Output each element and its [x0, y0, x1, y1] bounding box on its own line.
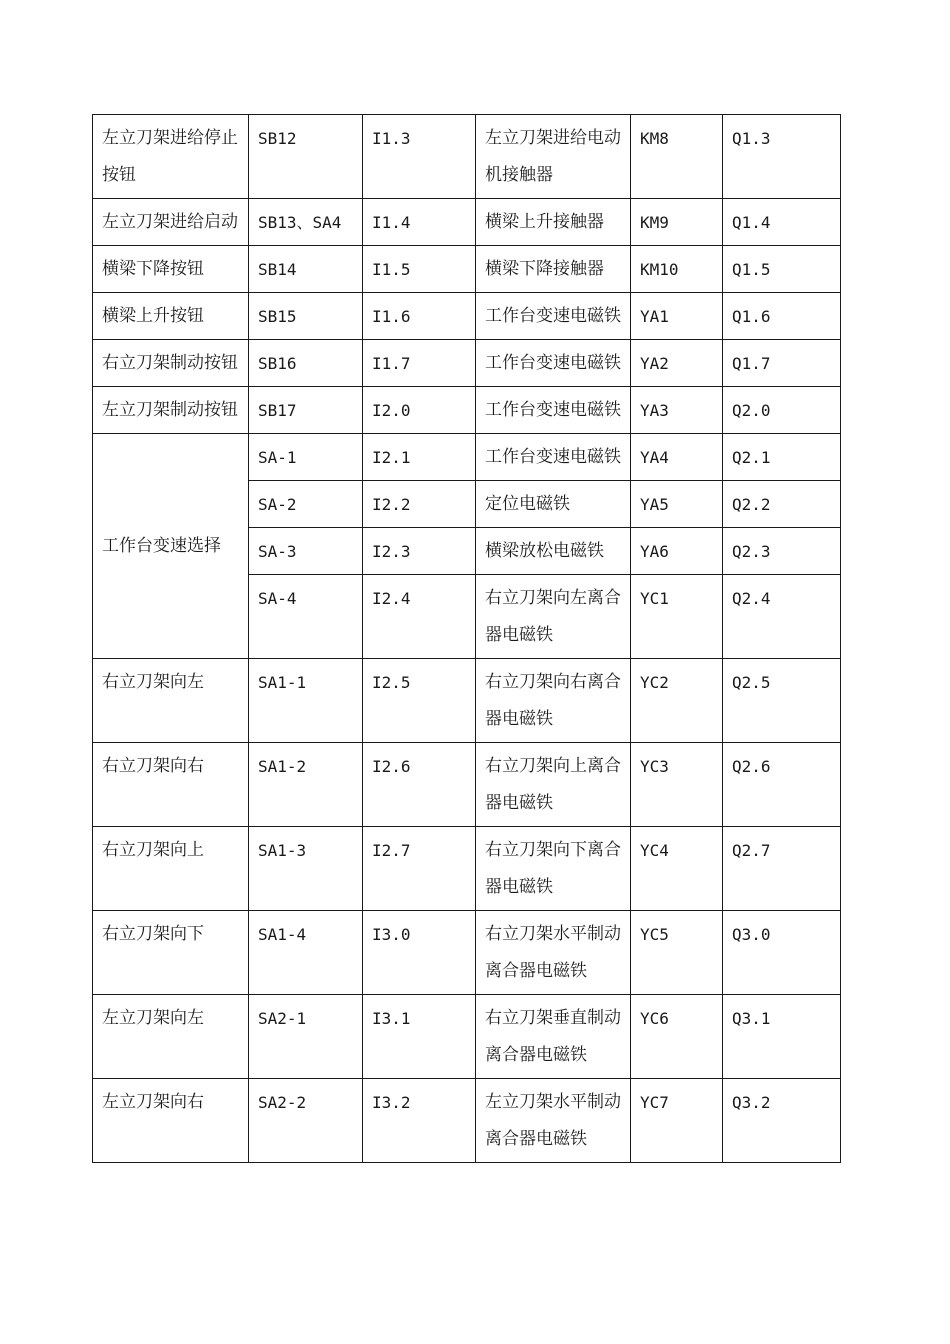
output-address-cell: Q2.2 [723, 481, 841, 528]
output-address-cell: Q2.1 [723, 434, 841, 481]
input-address-cell: I1.3 [363, 115, 476, 199]
output-device-cell: YA4 [631, 434, 723, 481]
input-address-cell: I2.1 [363, 434, 476, 481]
output-address-cell: Q3.0 [723, 911, 841, 995]
table-row [93, 911, 841, 995]
input-device-cell: SB17 [249, 387, 363, 434]
output-function-cell: 工作台变速电磁铁 [476, 434, 631, 481]
input-device-cell: SA1-3 [249, 827, 363, 911]
input-function-cell: 工作台变速选择 [93, 434, 249, 659]
table-row [93, 743, 841, 827]
input-function-cell: 右立刀架向左 [93, 659, 249, 743]
output-device-cell: YC7 [631, 1079, 723, 1163]
table-row [93, 995, 841, 1079]
output-device-cell: YA2 [631, 340, 723, 387]
output-address-cell: Q1.7 [723, 340, 841, 387]
input-device-cell: SB15 [249, 293, 363, 340]
input-address-cell: I2.3 [363, 528, 476, 575]
output-device-cell: YC4 [631, 827, 723, 911]
input-device-cell: SA-4 [249, 575, 363, 659]
table-row [93, 434, 841, 481]
output-function-cell: 工作台变速电磁铁 [476, 387, 631, 434]
output-function-cell: 横梁下降接触器 [476, 246, 631, 293]
input-function-cell: 横梁上升按钮 [93, 293, 249, 340]
input-device-cell: SA1-2 [249, 743, 363, 827]
input-address-cell: I3.2 [363, 1079, 476, 1163]
input-function-cell: 右立刀架制动按钮 [93, 340, 249, 387]
input-address-cell: I2.0 [363, 387, 476, 434]
output-device-cell: KM10 [631, 246, 723, 293]
input-device-cell: SA2-1 [249, 995, 363, 1079]
input-device-cell: SA-1 [249, 434, 363, 481]
output-function-cell: 右立刀架向右离合器电磁铁 [476, 659, 631, 743]
input-device-cell: SA2-2 [249, 1079, 363, 1163]
table-row [93, 1079, 841, 1163]
output-device-cell: YC6 [631, 995, 723, 1079]
input-device-cell: SA-2 [249, 481, 363, 528]
input-address-cell: I1.6 [363, 293, 476, 340]
input-function-cell: 横梁下降按钮 [93, 246, 249, 293]
output-device-cell: YA5 [631, 481, 723, 528]
input-function-cell: 左立刀架进给停止按钮 [93, 115, 249, 199]
input-address-cell: I1.7 [363, 340, 476, 387]
table-row [93, 246, 841, 293]
input-function-cell: 左立刀架制动按钮 [93, 387, 249, 434]
output-device-cell: YC5 [631, 911, 723, 995]
input-device-cell: SA-3 [249, 528, 363, 575]
table-row [93, 340, 841, 387]
output-function-cell: 横梁上升接触器 [476, 199, 631, 246]
output-function-cell: 工作台变速电磁铁 [476, 340, 631, 387]
input-device-cell: SB16 [249, 340, 363, 387]
output-device-cell: YA6 [631, 528, 723, 575]
input-function-cell: 右立刀架向右 [93, 743, 249, 827]
input-function-cell: 右立刀架向上 [93, 827, 249, 911]
input-address-cell: I1.4 [363, 199, 476, 246]
output-address-cell: Q2.6 [723, 743, 841, 827]
output-function-cell: 左立刀架进给电动机接触器 [476, 115, 631, 199]
input-address-cell: I2.6 [363, 743, 476, 827]
output-address-cell: Q1.5 [723, 246, 841, 293]
output-address-cell: Q2.5 [723, 659, 841, 743]
output-device-cell: YC1 [631, 575, 723, 659]
input-address-cell: I2.2 [363, 481, 476, 528]
output-function-cell: 右立刀架向上离合器电磁铁 [476, 743, 631, 827]
output-function-cell: 右立刀架垂直制动离合器电磁铁 [476, 995, 631, 1079]
table-row [93, 827, 841, 911]
input-device-cell: SB13、SA4 [249, 199, 363, 246]
input-address-cell: I3.0 [363, 911, 476, 995]
input-device-cell: SB12 [249, 115, 363, 199]
output-address-cell: Q2.3 [723, 528, 841, 575]
output-device-cell: KM8 [631, 115, 723, 199]
input-function-cell: 左立刀架向左 [93, 995, 249, 1079]
input-address-cell: I1.5 [363, 246, 476, 293]
input-function-cell: 左立刀架进给启动 [93, 199, 249, 246]
output-address-cell: Q2.4 [723, 575, 841, 659]
input-address-cell: I3.1 [363, 995, 476, 1079]
output-address-cell: Q1.4 [723, 199, 841, 246]
output-device-cell: KM9 [631, 199, 723, 246]
input-device-cell: SB14 [249, 246, 363, 293]
output-address-cell: Q2.7 [723, 827, 841, 911]
input-function-cell: 右立刀架向下 [93, 911, 249, 995]
output-function-cell: 横梁放松电磁铁 [476, 528, 631, 575]
io-assignment-table [92, 114, 841, 1163]
input-function-cell: 左立刀架向右 [93, 1079, 249, 1163]
output-address-cell: Q1.6 [723, 293, 841, 340]
output-address-cell: Q3.2 [723, 1079, 841, 1163]
table-row [93, 293, 841, 340]
table-row [93, 387, 841, 434]
input-address-cell: I2.5 [363, 659, 476, 743]
output-function-cell: 左立刀架水平制动离合器电磁铁 [476, 1079, 631, 1163]
output-function-cell: 右立刀架向左离合器电磁铁 [476, 575, 631, 659]
output-address-cell: Q1.3 [723, 115, 841, 199]
input-address-cell: I2.7 [363, 827, 476, 911]
output-function-cell: 右立刀架水平制动离合器电磁铁 [476, 911, 631, 995]
output-device-cell: YC3 [631, 743, 723, 827]
output-address-cell: Q3.1 [723, 995, 841, 1079]
output-address-cell: Q2.0 [723, 387, 841, 434]
output-device-cell: YC2 [631, 659, 723, 743]
output-function-cell: 定位电磁铁 [476, 481, 631, 528]
output-function-cell: 右立刀架向下离合器电磁铁 [476, 827, 631, 911]
table-row [93, 115, 841, 199]
output-device-cell: YA3 [631, 387, 723, 434]
input-device-cell: SA1-1 [249, 659, 363, 743]
output-device-cell: YA1 [631, 293, 723, 340]
input-device-cell: SA1-4 [249, 911, 363, 995]
output-function-cell: 工作台变速电磁铁 [476, 293, 631, 340]
table-row [93, 199, 841, 246]
table-row [93, 659, 841, 743]
input-address-cell: I2.4 [363, 575, 476, 659]
